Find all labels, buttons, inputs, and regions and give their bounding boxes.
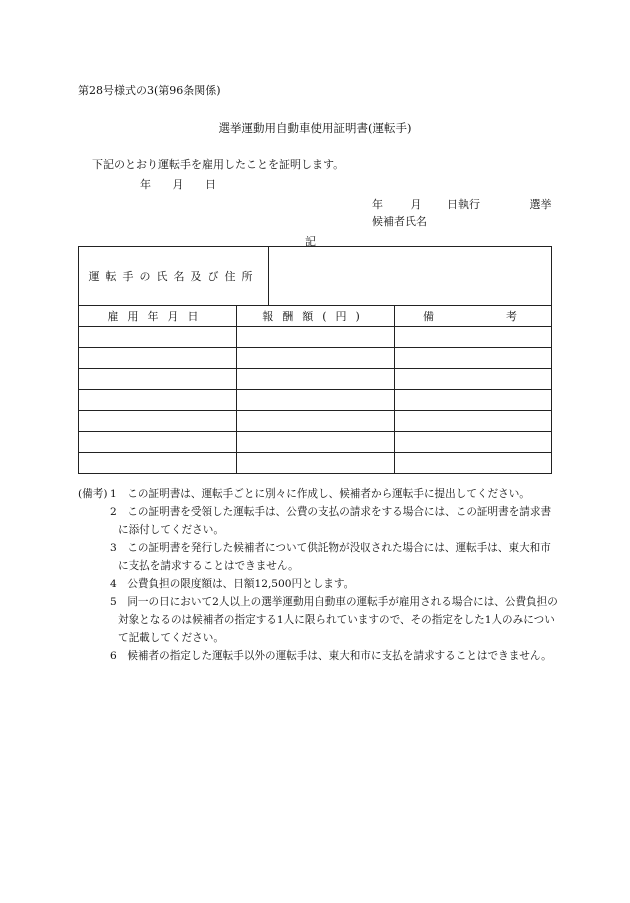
intro-text: 下記のとおり運転手を雇用したことを証明します。 (92, 158, 345, 171)
remuneration-cell[interactable] (237, 369, 395, 390)
note-item (78, 485, 558, 503)
header-remuneration: 報酬額(円) (237, 306, 395, 327)
election-label: 選挙 (529, 198, 552, 211)
note-item (78, 575, 558, 593)
note-text: 1 この証明書は、運転手ごとに別々に作成し、候補者から運転手に提出してください。 (110, 488, 530, 500)
ki-label: 記 (305, 235, 316, 248)
remarks-cell[interactable] (395, 348, 552, 369)
remuneration-cell[interactable] (237, 390, 395, 411)
note-item (78, 539, 558, 575)
remarks-cell[interactable] (395, 432, 552, 453)
exec-month-label: 月 (410, 198, 422, 211)
form-number: 第28号様式の3(第96条関係) (78, 84, 221, 97)
note-text: 2 この証明書を受領した運転手は、公費の支払の請求をする場合には、この証明書を請求書に添付してください。 (110, 506, 552, 536)
remarks-cell[interactable] (395, 411, 552, 432)
note-item (78, 503, 558, 539)
notes-label: (備考) (78, 488, 108, 500)
document-title: 選挙運動用自動車使用証明書(運転手) (218, 121, 412, 135)
driver-form-table (78, 246, 552, 474)
note-item (78, 647, 558, 665)
exec-year-label: 年 (372, 198, 383, 211)
table-row (79, 390, 552, 411)
note-item (78, 593, 558, 647)
candidate-name-label: 候補者氏名 (372, 215, 427, 228)
remarks-cell[interactable] (395, 390, 552, 411)
driver-name-label: 運転手の氏名及び住所 (79, 247, 269, 306)
table-row (79, 453, 552, 474)
table-row (79, 348, 552, 369)
table-row (79, 369, 552, 390)
certification-date: 年 月 日 (140, 178, 216, 191)
driver-name-row (79, 247, 552, 306)
employment-date-cell[interactable] (79, 432, 237, 453)
remuneration-cell[interactable] (237, 348, 395, 369)
employment-date-cell[interactable] (79, 453, 237, 474)
remarks-cell[interactable] (395, 327, 552, 348)
employment-date-cell[interactable] (79, 390, 237, 411)
table-row (79, 411, 552, 432)
exec-day-label: 日執行 (447, 198, 480, 211)
header-remarks (395, 306, 552, 327)
header-remarks-kou: 考 (506, 310, 517, 323)
employment-date-cell[interactable] (79, 369, 237, 390)
election-execution-line (372, 196, 552, 212)
employment-date-cell[interactable] (79, 411, 237, 432)
notes-section (78, 485, 558, 665)
table-header-row (79, 306, 552, 327)
note-text: 6 候補者の指定した運転手以外の運転手は、東大和市に支払を請求することはできません。 (110, 650, 552, 662)
table-row (79, 327, 552, 348)
remuneration-cell[interactable] (237, 432, 395, 453)
driver-name-field[interactable] (269, 247, 552, 306)
employment-date-cell[interactable] (79, 348, 237, 369)
header-remarks-bi: 備 (423, 310, 434, 323)
note-text: 5 同一の日において2人以上の選挙運動用自動車の運転手が雇用される場合には、公費負担の対象となるのは候補者の指定する1人に限られていますので、その指定をした1人のみについて記載してください。 (110, 596, 558, 644)
remuneration-cell[interactable] (237, 453, 395, 474)
note-text: 4 公費負担の限度額は、日額12,500円とします。 (110, 578, 355, 590)
remuneration-cell[interactable] (237, 411, 395, 432)
remarks-cell[interactable] (395, 453, 552, 474)
remuneration-cell[interactable] (237, 327, 395, 348)
employment-date-cell[interactable] (79, 327, 237, 348)
table-row (79, 432, 552, 453)
remarks-cell[interactable] (395, 369, 552, 390)
header-employment-date: 雇用年月日 (79, 306, 237, 327)
note-text: 3 この証明書を発行した候補者について供託物が没収された場合には、運転手は、東大和市に支払を請求することはできません。 (110, 542, 551, 572)
